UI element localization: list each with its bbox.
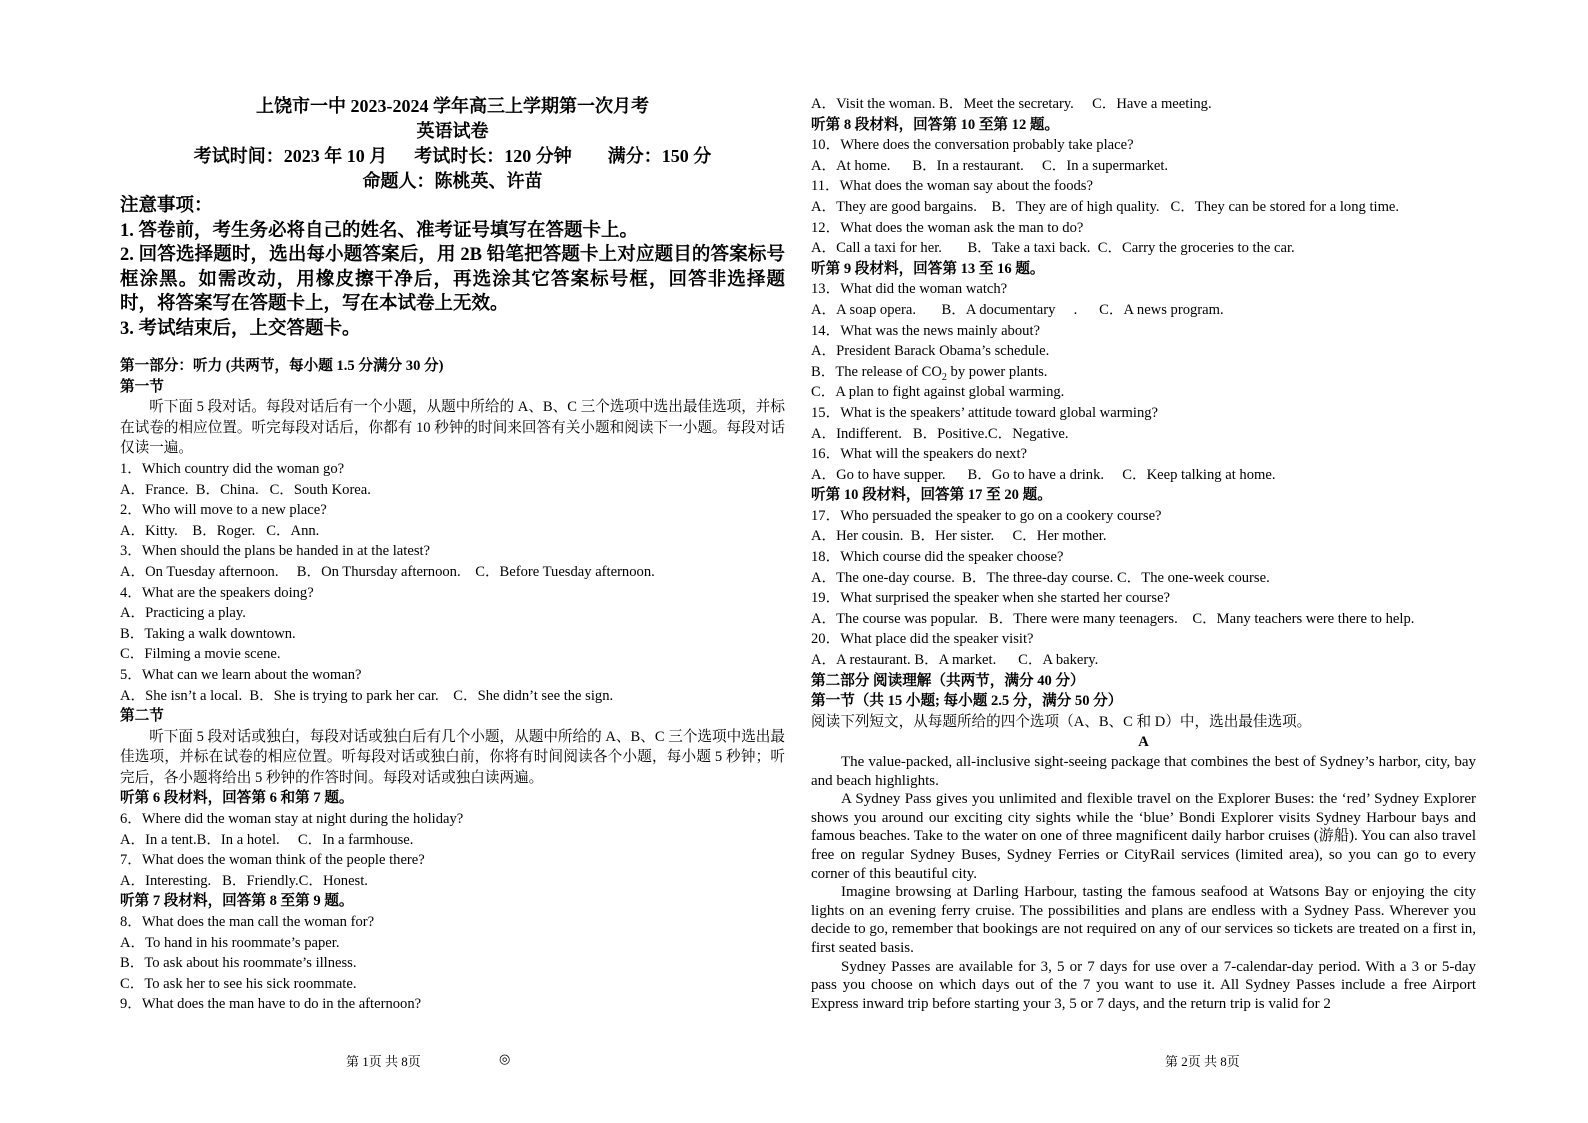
question-14-option-c: C．A plan to fight against global warming. (811, 384, 1065, 401)
question-14-option-b (811, 362, 1476, 383)
question-4-option-c: C．Filming a movie scene. (120, 646, 281, 663)
question-20: 20．What place did the speaker visit? (811, 631, 1034, 648)
question-14-option-b-rest: by power plants. (946, 363, 1048, 380)
question-6-options: A．In a tent.B．In a hotel. C．In a farmhouse. (120, 831, 414, 848)
question-12-options: A．Call a taxi for her. B．Take a taxi back. C．Carry the groceries to the car. (811, 240, 1295, 257)
question-7-options: A．Interesting. B．Friendly.C．Honest. (120, 872, 368, 889)
exam-title: 上饶市一中 2023-2024 学年高三上学期第一次月考 (256, 96, 649, 116)
notes-heading: 注意事项： (120, 196, 213, 216)
question-14-option-a: A．President Barack Obama’s schedule. (811, 343, 1050, 360)
footer-page-left: 第 1页 共 8页 (346, 1054, 421, 1069)
question-11-options: A．They are good bargains. B．They are of high quality. C．They can be stored for a long time. (811, 198, 1400, 215)
left-page (120, 94, 785, 1015)
question-10: 10．Where does the conversation probably take place? (811, 137, 1134, 154)
right-page (811, 94, 1476, 1013)
part2-heading: 第二部分 阅读理解（共两节，满分 40 分） (811, 672, 1085, 689)
footer-page-right: 第 2页 共 8页 (1165, 1054, 1240, 1069)
question-6: 6．Where did the woman stay at night during the holiday? (120, 811, 464, 828)
material-7-heading: 听第 7 段材料，回答第 8 至第 9 题。 (120, 893, 354, 910)
question-14: 14．What was the news mainly about? (811, 322, 1040, 339)
question-2-options: A．Kitty. B．Roger. C．Ann. (120, 522, 320, 539)
question-9: 9．What does the man have to do in the afternoon? (120, 996, 422, 1013)
passage-paragraph: The value-packed, all-inclusive sight-seeing package that combines the best of Sydney’s harbor, city, bay and beach highlights. (811, 754, 1476, 789)
note-item: 2. 回答选择题时，选出每小题答案后，用 2B 铅笔把答题卡上对应题目的答案标号框涂黑。如需改动，用橡皮擦干净后，再选涂其它答案标号框，回答非选择题时，将答案写在答题卡上，写在本试卷上无效。 (120, 245, 785, 314)
question-17: 17．Who persuaded the speaker to go on a cookery course? (811, 507, 1162, 524)
subscript-2: 2 (941, 371, 947, 383)
material-6-heading: 听第 6 段材料，回答第 6 和第 7 题。 (120, 790, 354, 807)
question-13: 13．What did the woman watch? (811, 281, 1008, 298)
question-11: 11．What does the woman say about the foods? (811, 178, 1093, 195)
exam-duration: 考试时长：120 分钟 (414, 146, 572, 166)
exam-info-line (120, 144, 785, 169)
material-8-heading: 听第 8 段材料，回答第 10 至第 12 题。 (811, 116, 1060, 133)
question-16: 16．What will the speakers do next? (811, 446, 1028, 463)
question-1: 1．Which country did the woman go? (120, 460, 345, 477)
question-8: 8．What does the man call the woman for? (120, 914, 375, 931)
question-3: 3．When should the plans be handed in at the latest? (120, 543, 431, 560)
question-16-options: A．Go to have supper. B．Go to have a drink. C．Keep talking at home. (811, 466, 1276, 483)
question-17-options: A．Her cousin. B．Her sister. C．Her mother. (811, 528, 1107, 545)
passage-paragraph: Sydney Passes are available for 3, 5 or 7 days for use over a 7-calendar-day period. With a 3 or 5-day pass you choose on which days out of the 7 you want to use it. All Sydney Passes include a free Airport Express inward trip before starting your 3, 5 or 7 days, and the return trip is valid for 2 (811, 958, 1476, 1012)
question-7: 7．What does the woman think of the people there? (120, 852, 425, 869)
question-8-option-c: C．To ask her to see his sick roommate. (120, 975, 357, 992)
question-14-option-b-text: B．The release of CO (811, 363, 942, 380)
question-9-options: A．Visit the woman. B．Meet the secretary. C．Have a meeting. (811, 96, 1212, 112)
part1-sec2-intro: 听下面 5 段对话或独白，每段对话或独白后有几个小题，从题中所给的 A、B、C 三个选项中选出最佳选项，并标在试卷的相应位置。听每段对话或独白前，你将有时间阅读各个小题，每小题 5 秒钟；听完后，各小题将给出 5 秒钟的作答时间。每段对话或独白读两遍。 (120, 728, 785, 786)
exam-full-score: 满分：150 分 (607, 146, 712, 166)
question-12: 12．What does the woman ask the man to do? (811, 219, 1084, 236)
question-18: 18．Which course did the speaker choose? (811, 549, 1064, 566)
question-10-options: A．At home. B．In a restaurant. C．In a supermarket. (811, 157, 1169, 174)
part1-heading: 第一部分：听力 (共两节，每小题 1.5 分满分 30 分) (120, 358, 444, 374)
question-15: 15．What is the speakers’ attitude toward global warming? (811, 404, 1159, 421)
material-9-heading: 听第 9 段材料，回答第 13 至 16 题。 (811, 260, 1045, 277)
question-19: 19．What surprised the speaker when she started her course? (811, 590, 1171, 607)
exam-authors: 命题人：陈桃英、许苗 (362, 171, 543, 191)
part1-sec1-intro: 听下面 5 段对话。每段对话后有一个小题，从题中所给的 A、B、C 三个选项中选出最佳选项，并标在试卷的相应位置。听完每段对话后，你都有 10 秒钟的时间来回答有关小题和阅读下一小题。每段对话仅读一遍。 (120, 399, 785, 457)
question-20-options: A．A restaurant. B．A market. C．A bakery. (811, 652, 1099, 669)
part1-sec2-heading: 第二节 (120, 708, 164, 725)
note-item: 3. 考试结束后，上交答题卡。 (120, 318, 361, 339)
question-4: 4．What are the speakers doing? (120, 584, 314, 601)
footer-mark: ◎ (499, 1051, 511, 1066)
exam-subject: 英语试卷 (416, 121, 489, 141)
question-4-option-a: A．Practicing a play. (120, 605, 246, 622)
question-15-options: A．Indifferent. B．Positive.C．Negative. (811, 425, 1069, 442)
exam-time: 考试时间：2023 年 10 月 (193, 146, 388, 166)
part1-sec1-heading: 第一节 (120, 378, 164, 395)
passage-paragraph: Imagine browsing at Darling Harbour, tasting the famous seafood at Watsons Bay or enjoying the city lights on an evening ferry cruise. The possibilities and plans are endless with a Sydney Pass. Wherever you decide to go, remember that bookings are not required on any of our services so tickets are treated on a first in, first seated basis. (811, 884, 1476, 956)
question-8-option-a: A．To hand in his roommate’s paper. (120, 934, 340, 951)
question-13-options: A．A soap opera. B．A documentary . C．A news program. (811, 301, 1224, 318)
passage-paragraph: A Sydney Pass gives you unlimited and flexible travel on the Explorer Buses: the ‘red’ Sydney Explorer shows you around our exciting city sights while the ‘blue’ Bondi Explorer visits Sydney Harbour bays and famous beaches. Take to the water on one of three magnificent daily harbor cruises (游船). You can also travel free on regular Sydney Buses, Sydney Ferries or CityRail services (limited area), so you can go to every corner of this beautiful city. (811, 791, 1476, 882)
question-8-option-b: B．To ask about his roommate’s illness. (120, 955, 357, 972)
question-19-options: A．The course was popular. B．There were many teenagers. C．Many teachers were there to help. (811, 610, 1415, 627)
question-1-options: A．France. B．China. C．South Korea. (120, 481, 371, 498)
question-5: 5．What can we learn about the woman? (120, 666, 362, 683)
question-5-options: A．She isn’t a local. B．She is trying to park her car. C．She didn’t see the sign. (120, 687, 614, 704)
part2-intro: 阅读下列短文，从每题所给的四个选项（A、B、C 和 D）中，选出最佳选项。 (811, 713, 1312, 730)
question-4-option-b: B．Taking a walk downtown. (120, 625, 296, 642)
question-2: 2．Who will move to a new place? (120, 502, 327, 519)
question-18-options: A．The one-day course. B．The three-day course. C．The one-week course. (811, 569, 1270, 586)
passage-label: A (1138, 734, 1149, 751)
question-3-options: A．On Tuesday afternoon. B．On Thursday afternoon. C．Before Tuesday afternoon. (120, 563, 655, 580)
part2-sec1-heading: 第一节（共 15 小题; 每小题 2.5 分，满分 50 分） (811, 693, 1123, 710)
material-10-heading: 听第 10 段材料，回答第 17 至 20 题。 (811, 487, 1052, 504)
note-item: 1. 答卷前，考生务必将自己的姓名、准考证号填写在答题卡上。 (120, 220, 639, 241)
